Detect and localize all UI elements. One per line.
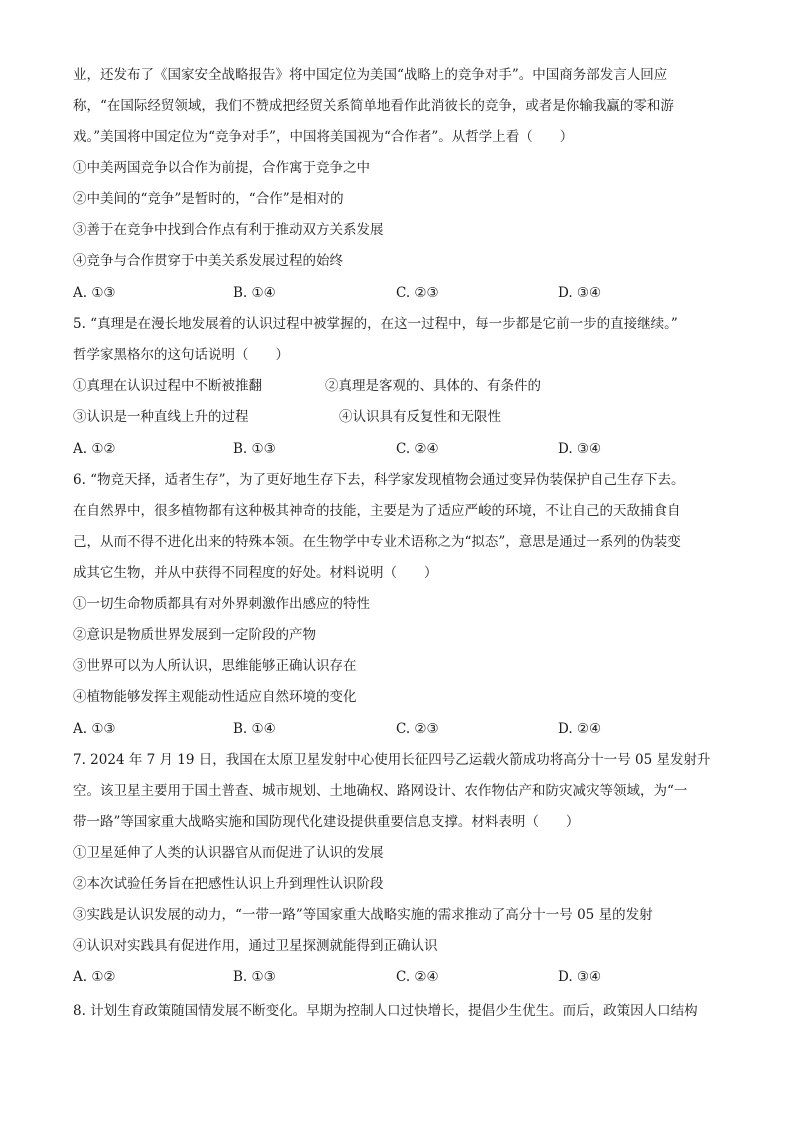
q5-stem-line: 5. “真理是在漫长地发展着的认识过程中被掌握的，在这一过程中，每一步都是它前一步的直接继续。” <box>73 316 678 332</box>
q6-option-a[interactable]: A. ①③ <box>73 721 116 737</box>
q6-stem-line: 己，从而不得不进化出来的特殊本领。在生物学中专业术语称之为“拟态”，意思是通过一系列的伪装变 <box>73 534 681 550</box>
q4-item: ③善于在竞争中找到合作点有利于推动双方关系发展 <box>73 222 384 238</box>
q6-item: ②意识是物质世界发展到一定阶段的产物 <box>73 627 316 643</box>
q4-item: ②中美间的“竞争”是暂时的，“合作”是相对的 <box>73 191 344 207</box>
q6-item: ①一切生命物质都具有对外界刺激作出感应的特性 <box>73 596 370 612</box>
q5-item: ②真理是客观的、具体的、有条件的 <box>325 378 541 394</box>
q6-stem-line: 在自然界中，很多植物都有这种极其神奇的技能，主要是为了适应严峻的环境，不让自己的天敌捕食自 <box>73 503 681 519</box>
q4-stem-line: 称，“在国际经贸领域，我们不赞成把经贸关系简单地看作此消彼长的竞争，或者是你输我赢的零和游 <box>73 98 674 114</box>
q6-stem-line: 6. “物竞天择，适者生存”，为了更好地生存下去，科学家发现植物会通过变异伪装保护自己生存下去。 <box>73 472 685 488</box>
q5-item: ①真理在认识过程中不断被推翻 <box>73 378 262 394</box>
q5-stem-line: 哲学家黑格尔的这句话说明（ ） <box>73 347 289 363</box>
q4-stem-line: 业，还发布了《国家安全战略报告》将中国定位为美国“战略上的竞争对手”。中国商务部发言人回应 <box>73 67 668 83</box>
q6-option-d[interactable]: D. ②④ <box>558 721 602 737</box>
q5-option-a[interactable]: A. ①② <box>73 441 116 457</box>
q7-item: ②本次试验任务旨在把感性认识上升到理性认识阶段 <box>73 876 384 892</box>
q7-option-b[interactable]: B. ①③ <box>233 969 276 985</box>
q5-option-c[interactable]: C. ②④ <box>396 441 439 457</box>
q5-option-d[interactable]: D. ③④ <box>558 441 602 457</box>
q7-stem-line: 带一路”等国家重大战略实施和国防现代化建设提供重要信息支撑。材料表明（ ） <box>73 814 580 830</box>
q7-item: ③实践是认识发展的动力，“一带一路”等国家重大战略实施的需求推动了高分十一号 05 星的发射 <box>73 907 653 923</box>
q4-option-c[interactable]: C. ②③ <box>396 285 439 301</box>
q4-item: ④竞争与合作贯穿于中美关系发展过程的始终 <box>73 253 343 269</box>
q7-option-c[interactable]: C. ②④ <box>396 969 439 985</box>
q7-item: ④认识对实践具有促进作用，通过卫星探测就能得到正确认识 <box>73 938 438 954</box>
q5-option-b[interactable]: B. ①③ <box>233 441 276 457</box>
q4-option-b[interactable]: B. ①④ <box>233 285 276 301</box>
q7-option-d[interactable]: D. ③④ <box>558 969 602 985</box>
q8-stem-line: 8. 计划生育政策随国情发展不断变化。早期为控制人口过快增长，提倡少生优生。而后，政策因人口结构 <box>73 1003 698 1019</box>
q4-stem-line: 戏。”美国将中国定位为“竞争对手”，中国将美国视为“合作者”。从哲学上看（ ） <box>73 129 574 145</box>
q5-item: ③认识是一种直线上升的过程 <box>73 409 249 425</box>
q6-option-c[interactable]: C. ②③ <box>396 721 439 737</box>
q7-item: ①卫星延伸了人类的认识器官从而促进了认识的发展 <box>73 845 384 861</box>
q6-option-b[interactable]: B. ①④ <box>233 721 276 737</box>
q6-stem-line: 成其它生物，并从中获得不同程度的好处。材料说明（ ） <box>73 565 438 581</box>
q7-option-a[interactable]: A. ①② <box>73 969 116 985</box>
q6-item: ③世界可以为人所认识，思维能够正确认识存在 <box>73 658 357 674</box>
q4-item: ①中美两国竞争以合作为前提，合作寓于竞争之中 <box>73 160 370 176</box>
q6-item: ④植物能够发挥主观能动性适应自然环境的变化 <box>73 689 357 705</box>
q4-option-a[interactable]: A. ①③ <box>73 285 116 301</box>
q7-stem-line: 7. 2024 年 7 月 19 日，我国在太原卫星发射中心使用长征四号乙运载火箭成功将高分十一号 05 星发射升 <box>73 752 711 768</box>
q5-item: ④认识具有反复性和无限性 <box>339 409 501 425</box>
q7-stem-line: 空。该卫星主要用于国土普查、城市规划、土地确权、路网设计、农作物估产和防灾减灾等领域，为“一 <box>73 783 688 799</box>
q4-option-d[interactable]: D. ③④ <box>558 285 602 301</box>
